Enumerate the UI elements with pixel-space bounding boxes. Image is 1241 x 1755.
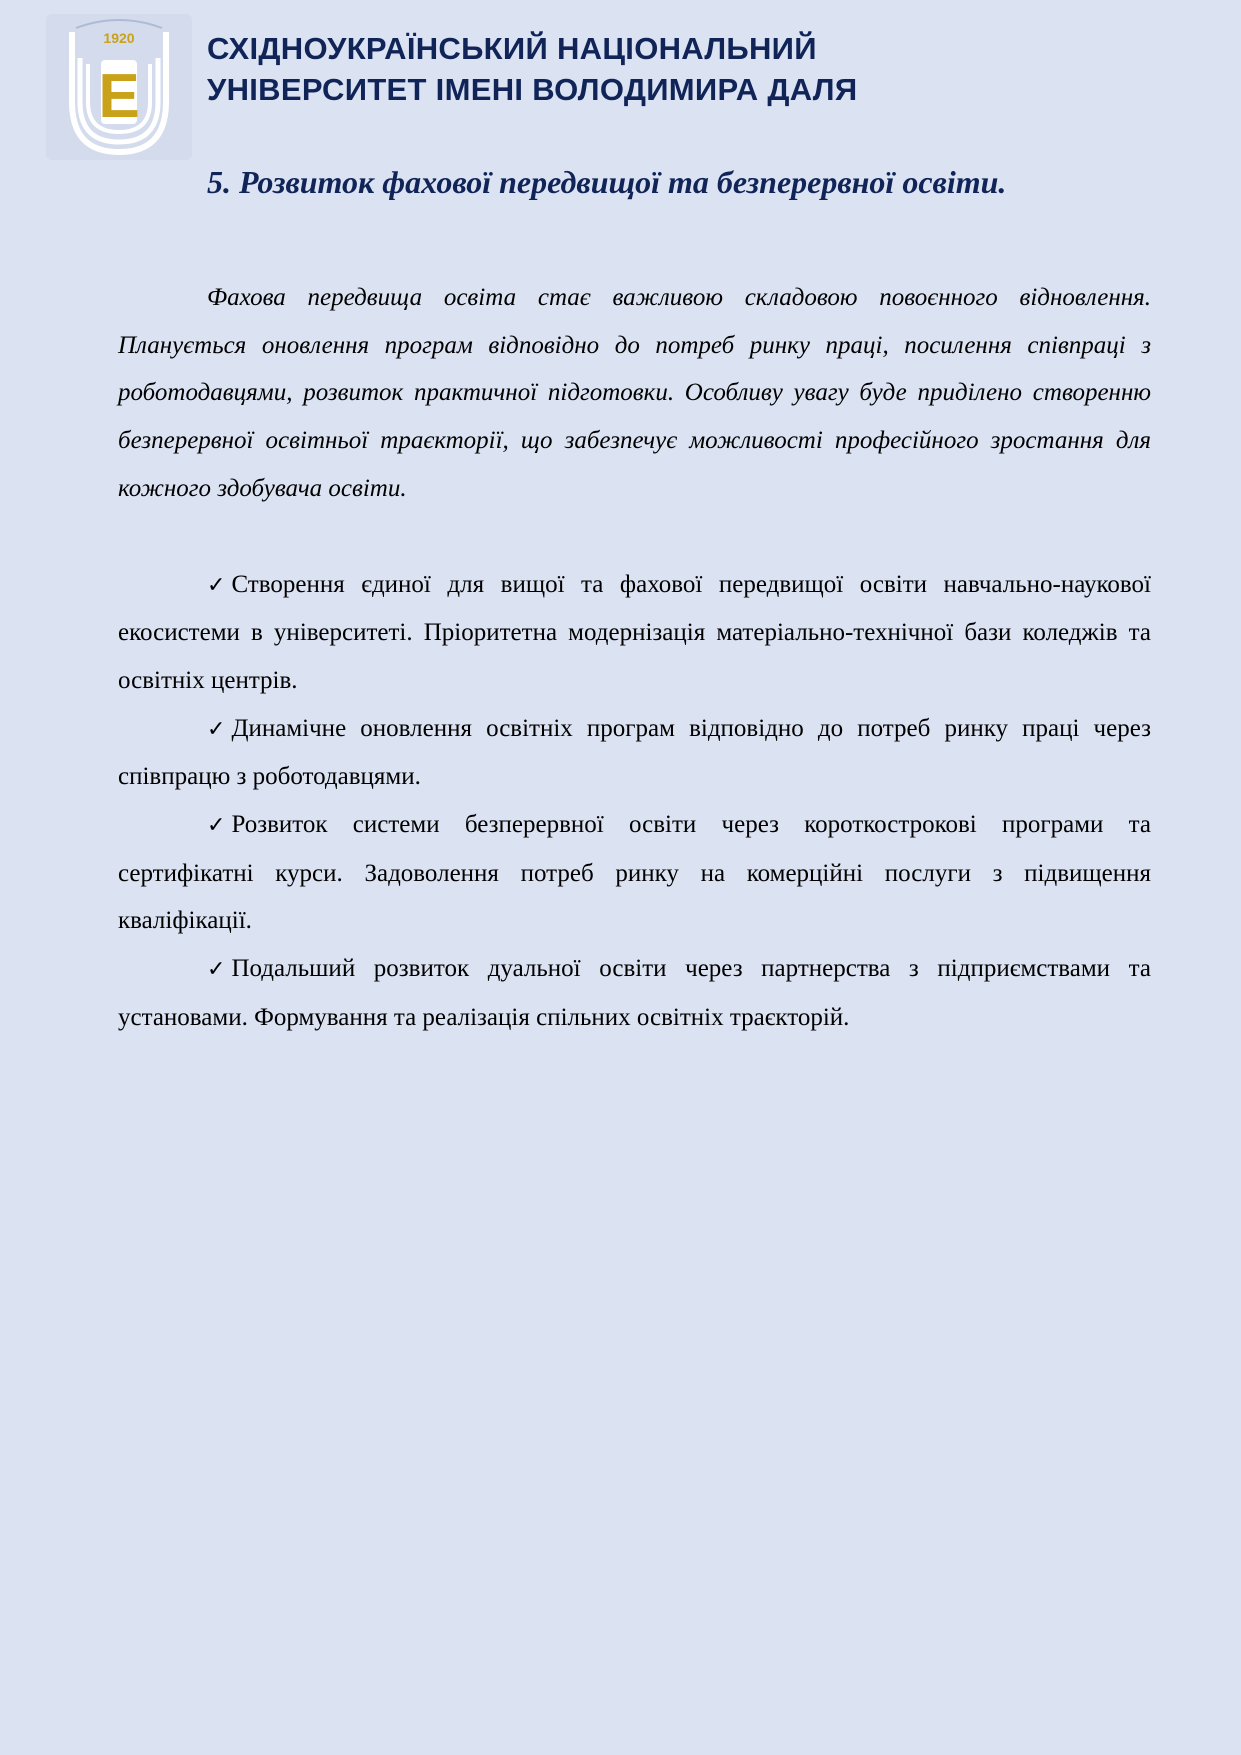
document-header <box>0 0 1241 160</box>
bullet-text: Створення єдиної для вищої та фахової передвищої освіти навчально-наукової екосистеми в університеті. Пріоритетна модернізація матеріально-технічної бази коледжів та освітніх центрів. <box>118 570 1151 694</box>
university-name-line-1: СХІДНОУКРАЇНСЬКИЙ НАЦІОНАЛЬНИЙ <box>207 31 817 66</box>
document-body <box>118 274 1151 1042</box>
bullet-item <box>118 705 1151 801</box>
university-name-line-2: УНІВЕРСИТЕТ ІМЕНІ ВОЛОДИМИРА ДАЛЯ <box>207 72 858 107</box>
university-name <box>207 28 857 110</box>
bullet-text: Розвиток системи безперервної освіти через короткострокові програми та сертифікатні курси. Задоволення потреб ринку на комерційні послуги з підвищення кваліфікації. <box>118 811 1151 935</box>
checkmark-icon: ✓ <box>207 572 226 598</box>
emblem-graphic <box>46 14 192 160</box>
section-title: 5. Розвиток фахової передвищої та безперервної освіти. <box>207 164 1007 200</box>
emblem-letter: E <box>98 62 140 131</box>
checkmark-icon: ✓ <box>207 813 226 839</box>
bullet-item <box>118 801 1151 945</box>
emblem-year: 1920 <box>103 30 135 46</box>
checkmark-icon: ✓ <box>207 957 226 983</box>
bullet-item <box>118 945 1151 1041</box>
intro-paragraph: Фахова передвища освіта стає важливою складовою повоєнного відновлення. Планується оновлення програм відповідно до потреб ринку праці, посилення співпраці з роботодавцями, розвиток практичної підготовки. Особливу увагу буде приділено створенню безперервної освітньої траєкторії, що забезпечує можливості професійного зростання для кожного здобувача освіти. <box>118 284 1151 502</box>
bullet-item <box>118 561 1151 705</box>
bullet-text: Подальший розвиток дуальної освіти через партнерства з підприємствами та установами. Формування та реалізація спільних освітніх траєкторій. <box>118 955 1151 1031</box>
university-emblem-icon <box>46 14 192 160</box>
bullet-text: Динамічне оновлення освітніх програм відповідно до потреб ринку праці через співпрацю з роботодавцями. <box>118 714 1151 791</box>
checkmark-icon: ✓ <box>207 716 226 742</box>
